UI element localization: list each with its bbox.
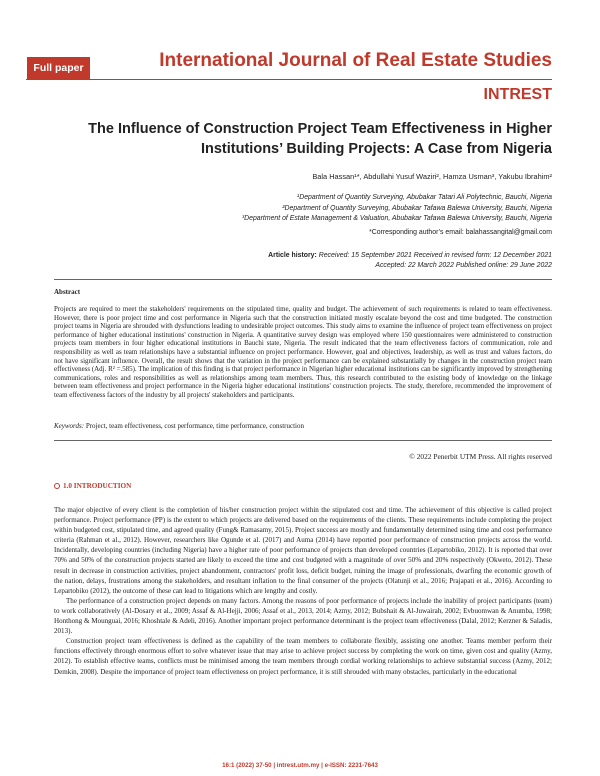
copyright-notice: © 2022 Penerbit UTM Press. All rights reserved — [409, 452, 552, 461]
abstract-heading: Abstract — [54, 288, 81, 296]
abstract-top-rule — [54, 279, 552, 280]
history-received: Received: 15 September 2021 Received in revised form: 12 December 2021 — [318, 252, 552, 259]
circle-bullet-icon — [54, 483, 60, 489]
keywords-label: Keywords: — [54, 422, 85, 430]
keywords-text: Project, team effectiveness, cost performance, time performance, construction — [84, 422, 304, 430]
affiliation-1: ¹Department of Quantity Surveying, Abubakar Tatari Ali Polytechnic, Bauchi, Nigeria — [296, 194, 552, 201]
history-line-1 — [60, 251, 552, 261]
introduction-body — [54, 505, 552, 677]
keywords — [54, 422, 552, 430]
author-list: Bala Hassan¹*, Abdullahi Yusuf Waziri², Hamza Usman³, Yakubu Ibrahim² — [312, 172, 552, 181]
article-title — [60, 119, 552, 159]
page-footer: 16:1 (2022) 37-50 | intrest.utm.my | e-ISSN: 2231-7643 — [222, 762, 378, 769]
header-rule — [26, 79, 552, 80]
introduction-heading — [54, 482, 131, 490]
journal-section-tag: INTREST — [483, 86, 552, 103]
corresponding-author: *Corresponding author’s email: balahassangital@gmail.com — [369, 229, 552, 236]
history-label: Article history: — [268, 252, 317, 259]
intro-paragraph-1: The major objective of every client is the completion of his/her construction project within the stipulated cost and time. The achievement of this objective is called project performance. Project performance (PP) is the extent to which projects are delivered based on the requirements of the clients. These requirements include completing the project within budgeted cost, stipulated time, and agreed quality (Fung& Ramasamy, 2015). Project success are mostly and fundamentally determined using time and cost performance criteria (Rahman et al., 2012). However, researchers like Ogunde et al. (2017) and Auma (2014) have reported poor performance of construction projects across the world. Incidentally, developing countries (including Nigeria) have a higher rate of poor performance of projects than developed countries (Lepartobiko, 2012). It is reported that over 70% and 50% of the construction projects started are likely to exceed the time and cost budgeted with a magnitude of over 50% and 20% respectively (Okweto, 2012). These result in decrease in construction activities, project abandonment, contractors' profit loss, deficit budget, ruining the image of professionals, dwarfing the economic growth of the nation, delays, frustrations among the stakeholders, and resultant inflation to the final consumer of the projects (Olatunji et al., 2016; Prajapati et al., 2016). According to Lepartobiko (2012), the outcome of these can lead to litigations which are lengthy and costly. — [54, 506, 552, 595]
affiliation-2: ²Department of Quantity Surveying, Abubakar Tafawa Balewa University, Bauchi, Nigeria — [282, 204, 552, 212]
abstract-text: Projects are required to meet the stakeholders' requirements on the stipulated time, quality and budget. The achievement of such requirements is related to team effectiveness. However, there is poor project time and cost performance in Nigeria such that the construction initiated mostly escalate beyond the cost and time budgeted. The construction project teams in Nigeria are shrouded with dysfunctions leading to undesirable project outcomes. This study aims to examine the influence of project team effectiveness on project performance of higher educational institutions' construction in Nigeria. A quantitative survey design was employed where 150 questionnaires were administered to construction projects team members in four higher educational institutions in Bauchi state, Nigeria. The result indicated that the team effectiveness factors of communication, role and responsibility as well as team relationships have a substantial influence on project performance. However, goal and objectives, leadership, as well as trust and values factors, do not have significant influence. Overall, the result shows that the variation in the project performance can be explained substantially by changes in the construction project team effectiveness (Adj. R² =.585). The implication of this finding is that project performance in Nigerian higher educational institutions can be significantly improved by strengthening communications, roles and responsibilities as well as relationships among team members. Thus, this research contributed to the existing body of knowledge on the linkage between team effectiveness and project performance in the Nigeria higher educational institutions' construction projects. The study, therefore, recommended the improvement of team effectiveness factors of the industry by all projects' stakeholders and participants. — [54, 305, 552, 399]
introduction-heading-text: 1.0 INTRODUCTION — [63, 482, 132, 490]
history-line-2: Accepted: 22 March 2022 Published online: 29 June 2022 — [375, 262, 552, 269]
journal-title: International Journal of Real Estate Studies — [159, 50, 552, 71]
title-line-1: The Influence of Construction Project Team Effectiveness in Higher — [88, 121, 552, 137]
title-line-2: Institutions’ Building Projects: A Case from Nigeria — [200, 141, 552, 157]
affiliation-3: ³Department of Estate Management & Valuation, Abubakar Tafawa Balewa University, Bauchi, Nigeria — [241, 215, 552, 222]
abstract-bottom-rule — [54, 440, 552, 441]
article-history — [60, 251, 552, 271]
article-type-badge: Full paper — [27, 57, 90, 79]
affiliations — [60, 193, 552, 225]
intro-paragraph-2: The performance of a construction project depends on many factors. Among the reasons of poor performance of projects include the inability of project participants (team) to work collaboratively (Al-Dosary et al., 2009; Assaf & Al-Hejji, 2006; Assaf et al., 2013, 2014; Azmy, 2012; Bubshait & Al-Juwairah, 2002; Evbuomwan & Anumba, 1998; Honthong & Mounguai, 2016; Khoshtale & Adeli, 2016). Another important project performance determinant is the project team effectiveness (Dalal, 2012; Kerzner & Saladis, 2013). — [54, 596, 552, 636]
intro-paragraph-3: Construction project team effectiveness is defined as the capability of the team members to collaborate flexibly, assisting one another. Teams member perform their functions effectively through enormous effort to solve whatever issue that may arise to achieve project success by completing the work on time, given cost and quality (Azmy, 2012). To establish effective teams, conflicts must be minimised among the team members through cordial working relationships to achieve substantial success (Azmy, 2012; Demkin, 2008). Despite the importance of project team effectiveness on project performance, it is still shrouded with many obstacles, particularly in the educational — [54, 637, 552, 676]
